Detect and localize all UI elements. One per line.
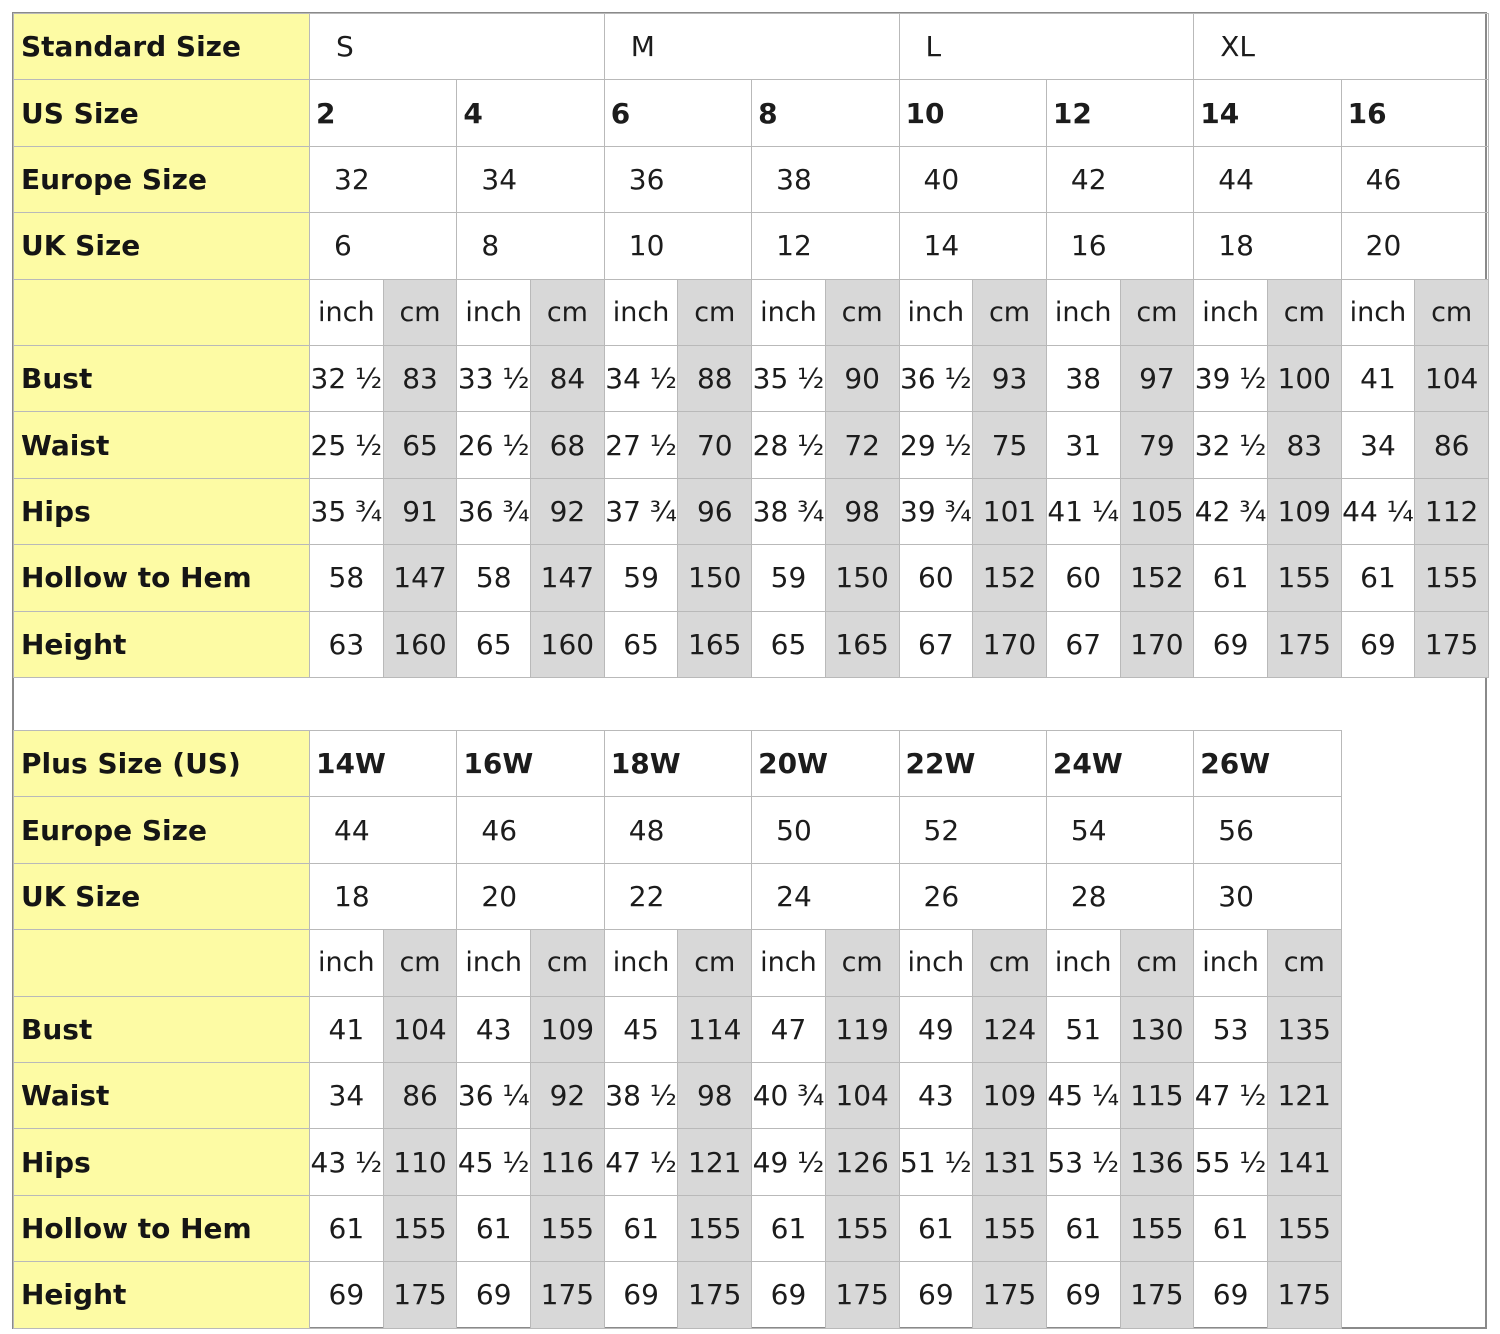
inch-value-cell: 37 ¾ bbox=[604, 478, 678, 544]
inch-value-cell: 41 bbox=[1341, 345, 1415, 411]
inch-value-cell: 51 ½ bbox=[899, 1129, 973, 1195]
inch-value-cell: 61 bbox=[310, 1195, 384, 1261]
inch-value-cell: 38 ¾ bbox=[752, 478, 826, 544]
cm-value-cell: 150 bbox=[825, 545, 899, 611]
inch-value-cell: 47 ½ bbox=[604, 1129, 678, 1195]
us-size-row-cell: 12 bbox=[1046, 80, 1193, 146]
inch-value-cell: 45 ½ bbox=[457, 1129, 531, 1195]
cm-value-cell: 114 bbox=[678, 996, 752, 1062]
plus-size-row-cell: 24W bbox=[1046, 731, 1193, 797]
unit-cm-cell: cm bbox=[1267, 930, 1341, 996]
inch-value-cell: 60 bbox=[899, 545, 973, 611]
cm-value-cell: 83 bbox=[383, 345, 457, 411]
cm-value-cell: 126 bbox=[825, 1129, 899, 1195]
cm-value-cell: 155 bbox=[1267, 545, 1341, 611]
inch-value-cell: 45 bbox=[604, 996, 678, 1062]
inch-value-cell: 67 bbox=[899, 611, 973, 677]
unit-header-row bbox=[14, 930, 1342, 996]
cm-value-cell: 131 bbox=[973, 1129, 1047, 1195]
inch-value-cell: 69 bbox=[1194, 1262, 1268, 1328]
inch-value-cell: 32 ½ bbox=[1194, 412, 1268, 478]
plus-size-row bbox=[14, 731, 1342, 797]
uk-size-row bbox=[14, 213, 1489, 279]
inch-value-cell: 61 bbox=[457, 1195, 531, 1261]
cm-value-cell: 175 bbox=[678, 1262, 752, 1328]
unit-cm-cell: cm bbox=[825, 279, 899, 345]
unit-header-label bbox=[14, 930, 310, 996]
inch-value-cell: 61 bbox=[604, 1195, 678, 1261]
inch-value-cell: 67 bbox=[1046, 611, 1120, 677]
plus-uk-size-row-cell: 24 bbox=[752, 863, 899, 929]
plus-size-table bbox=[13, 730, 1342, 1329]
cm-value-cell: 88 bbox=[678, 345, 752, 411]
unit-inch-cell: inch bbox=[752, 930, 826, 996]
inch-value-cell: 40 ¾ bbox=[752, 1062, 826, 1128]
inch-value-cell: 38 ½ bbox=[604, 1062, 678, 1128]
us-size-row-cell: 4 bbox=[457, 80, 604, 146]
cm-value-cell: 152 bbox=[1120, 545, 1194, 611]
plus-europe-size-row-cell: 46 bbox=[457, 797, 604, 863]
inch-value-cell: 65 bbox=[752, 611, 826, 677]
cm-value-cell: 119 bbox=[825, 996, 899, 1062]
cm-value-cell: 109 bbox=[531, 996, 605, 1062]
unit-inch-cell: inch bbox=[457, 279, 531, 345]
inch-value-cell: 33 ½ bbox=[457, 345, 531, 411]
inch-value-cell: 69 bbox=[1194, 611, 1268, 677]
cm-value-cell: 175 bbox=[1267, 611, 1341, 677]
inch-value-cell: 27 ½ bbox=[604, 412, 678, 478]
unit-inch-cell: inch bbox=[457, 930, 531, 996]
cm-value-cell: 147 bbox=[383, 545, 457, 611]
cm-value-cell: 135 bbox=[1267, 996, 1341, 1062]
cm-value-cell: 116 bbox=[531, 1129, 605, 1195]
unit-cm-cell: cm bbox=[531, 930, 605, 996]
cm-value-cell: 105 bbox=[1120, 478, 1194, 544]
plus-size-row-cell: 26W bbox=[1194, 731, 1341, 797]
measurement-label-hollow-to-hem: Hollow to Hem bbox=[14, 1195, 310, 1261]
unit-cm-cell: cm bbox=[678, 279, 752, 345]
measurement-row-waist bbox=[14, 1062, 1342, 1128]
cm-value-cell: 68 bbox=[531, 412, 605, 478]
unit-inch-cell: inch bbox=[310, 930, 384, 996]
cm-value-cell: 110 bbox=[383, 1129, 457, 1195]
plus-size-row-cell: 14W bbox=[310, 731, 457, 797]
cm-value-cell: 160 bbox=[383, 611, 457, 677]
inch-value-cell: 31 bbox=[1046, 412, 1120, 478]
cm-value-cell: 175 bbox=[383, 1262, 457, 1328]
plus-europe-size-row-cell: 56 bbox=[1194, 797, 1341, 863]
inch-value-cell: 53 bbox=[1194, 996, 1268, 1062]
inch-value-cell: 43 ½ bbox=[310, 1129, 384, 1195]
unit-cm-cell: cm bbox=[383, 279, 457, 345]
cm-value-cell: 170 bbox=[973, 611, 1047, 677]
cm-value-cell: 90 bbox=[825, 345, 899, 411]
plus-europe-size-row-cell: 50 bbox=[752, 797, 899, 863]
standard-size-group-xl: XL bbox=[1194, 14, 1489, 80]
inch-value-cell: 65 bbox=[457, 611, 531, 677]
unit-inch-cell: inch bbox=[752, 279, 826, 345]
inch-value-cell: 51 bbox=[1046, 996, 1120, 1062]
unit-inch-cell: inch bbox=[1046, 930, 1120, 996]
europe-size-row-cell: 46 bbox=[1341, 146, 1488, 212]
measurement-label-waist: Waist bbox=[14, 1062, 310, 1128]
measurement-label-hips: Hips bbox=[14, 1129, 310, 1195]
unit-inch-cell: inch bbox=[1046, 279, 1120, 345]
us-size-row-cell: 2 bbox=[310, 80, 457, 146]
uk-size-row-cell: 6 bbox=[310, 213, 457, 279]
europe-size-row-cell: 34 bbox=[457, 146, 604, 212]
cm-value-cell: 112 bbox=[1415, 478, 1489, 544]
cm-value-cell: 100 bbox=[1267, 345, 1341, 411]
inch-value-cell: 61 bbox=[1194, 545, 1268, 611]
standard-size-group-s: S bbox=[310, 14, 605, 80]
cm-value-cell: 170 bbox=[1120, 611, 1194, 677]
uk-size-row-cell: 14 bbox=[899, 213, 1046, 279]
europe-size-row-label: Europe Size bbox=[14, 146, 310, 212]
measurement-row-hollow-to-hem bbox=[14, 545, 1489, 611]
cm-value-cell: 165 bbox=[825, 611, 899, 677]
unit-cm-cell: cm bbox=[1120, 930, 1194, 996]
measurement-row-bust bbox=[14, 345, 1489, 411]
cm-value-cell: 121 bbox=[1267, 1062, 1341, 1128]
plus-uk-size-row-cell: 26 bbox=[899, 863, 1046, 929]
inch-value-cell: 39 ¾ bbox=[899, 478, 973, 544]
unit-inch-cell: inch bbox=[604, 930, 678, 996]
inch-value-cell: 69 bbox=[752, 1262, 826, 1328]
unit-inch-cell: inch bbox=[310, 279, 384, 345]
europe-size-row-cell: 40 bbox=[899, 146, 1046, 212]
inch-value-cell: 69 bbox=[1046, 1262, 1120, 1328]
cm-value-cell: 141 bbox=[1267, 1129, 1341, 1195]
plus-uk-size-row-cell: 28 bbox=[1046, 863, 1193, 929]
unit-cm-cell: cm bbox=[973, 930, 1047, 996]
cm-value-cell: 79 bbox=[1120, 412, 1194, 478]
cm-value-cell: 155 bbox=[973, 1195, 1047, 1261]
cm-value-cell: 124 bbox=[973, 996, 1047, 1062]
unit-cm-cell: cm bbox=[1120, 279, 1194, 345]
cm-value-cell: 136 bbox=[1120, 1129, 1194, 1195]
inch-value-cell: 61 bbox=[752, 1195, 826, 1261]
plus-europe-size-row-cell: 44 bbox=[310, 797, 457, 863]
measurement-row-bust bbox=[14, 996, 1342, 1062]
cm-value-cell: 104 bbox=[383, 996, 457, 1062]
plus-europe-size-row-label: Europe Size bbox=[14, 797, 310, 863]
cm-value-cell: 98 bbox=[825, 478, 899, 544]
cm-value-cell: 175 bbox=[825, 1262, 899, 1328]
cm-value-cell: 165 bbox=[678, 611, 752, 677]
inch-value-cell: 69 bbox=[1341, 611, 1415, 677]
unit-header-row bbox=[14, 279, 1489, 345]
inch-value-cell: 59 bbox=[752, 545, 826, 611]
measurement-row-height bbox=[14, 1262, 1342, 1328]
inch-value-cell: 61 bbox=[1046, 1195, 1120, 1261]
inch-value-cell: 47 bbox=[752, 996, 826, 1062]
inch-value-cell: 58 bbox=[457, 545, 531, 611]
unit-inch-cell: inch bbox=[1194, 279, 1268, 345]
measurement-label-bust: Bust bbox=[14, 996, 310, 1062]
cm-value-cell: 72 bbox=[825, 412, 899, 478]
unit-inch-cell: inch bbox=[1341, 279, 1415, 345]
cm-value-cell: 93 bbox=[973, 345, 1047, 411]
measurement-label-height: Height bbox=[14, 611, 310, 677]
cm-value-cell: 115 bbox=[1120, 1062, 1194, 1128]
cm-value-cell: 130 bbox=[1120, 996, 1194, 1062]
plus-europe-size-row-cell: 54 bbox=[1046, 797, 1193, 863]
uk-size-row-cell: 20 bbox=[1341, 213, 1488, 279]
cm-value-cell: 86 bbox=[1415, 412, 1489, 478]
uk-size-row-cell: 8 bbox=[457, 213, 604, 279]
us-size-row-cell: 8 bbox=[752, 80, 899, 146]
inch-value-cell: 49 bbox=[899, 996, 973, 1062]
plus-uk-size-row-cell: 30 bbox=[1194, 863, 1341, 929]
inch-value-cell: 36 ¾ bbox=[457, 478, 531, 544]
unit-cm-cell: cm bbox=[973, 279, 1047, 345]
inch-value-cell: 41 bbox=[310, 996, 384, 1062]
unit-inch-cell: inch bbox=[604, 279, 678, 345]
uk-size-row-label: UK Size bbox=[14, 213, 310, 279]
inch-value-cell: 35 ½ bbox=[752, 345, 826, 411]
unit-header-label bbox=[14, 279, 310, 345]
cm-value-cell: 65 bbox=[383, 412, 457, 478]
us-size-row-label: US Size bbox=[14, 80, 310, 146]
measurement-row-waist bbox=[14, 412, 1489, 478]
cm-value-cell: 155 bbox=[825, 1195, 899, 1261]
cm-value-cell: 175 bbox=[1415, 611, 1489, 677]
inch-value-cell: 34 ½ bbox=[604, 345, 678, 411]
inch-value-cell: 45 ¼ bbox=[1046, 1062, 1120, 1128]
europe-size-row-cell: 42 bbox=[1046, 146, 1193, 212]
inch-value-cell: 28 ½ bbox=[752, 412, 826, 478]
measurement-row-hips bbox=[14, 1129, 1342, 1195]
cm-value-cell: 104 bbox=[825, 1062, 899, 1128]
standard-size-table bbox=[13, 13, 1489, 678]
europe-size-row bbox=[14, 146, 1489, 212]
cm-value-cell: 96 bbox=[678, 478, 752, 544]
cm-value-cell: 155 bbox=[1415, 545, 1489, 611]
standard-size-label: Standard Size bbox=[14, 14, 310, 80]
uk-size-row-cell: 16 bbox=[1046, 213, 1193, 279]
inch-value-cell: 39 ½ bbox=[1194, 345, 1268, 411]
cm-value-cell: 101 bbox=[973, 478, 1047, 544]
inch-value-cell: 69 bbox=[604, 1262, 678, 1328]
measurement-label-hips: Hips bbox=[14, 478, 310, 544]
measurement-label-waist: Waist bbox=[14, 412, 310, 478]
cm-value-cell: 155 bbox=[531, 1195, 605, 1261]
measurement-row-hips bbox=[14, 478, 1489, 544]
cm-value-cell: 109 bbox=[1267, 478, 1341, 544]
inch-value-cell: 60 bbox=[1046, 545, 1120, 611]
plus-europe-size-row-cell: 52 bbox=[899, 797, 1046, 863]
standard-size-row bbox=[14, 14, 1489, 80]
cm-value-cell: 92 bbox=[531, 478, 605, 544]
plus-uk-size-row-cell: 22 bbox=[604, 863, 751, 929]
europe-size-row-cell: 38 bbox=[752, 146, 899, 212]
us-size-row-cell: 16 bbox=[1341, 80, 1488, 146]
inch-value-cell: 32 ½ bbox=[310, 345, 384, 411]
inch-value-cell: 59 bbox=[604, 545, 678, 611]
inch-value-cell: 61 bbox=[1194, 1195, 1268, 1261]
europe-size-row-cell: 44 bbox=[1194, 146, 1341, 212]
unit-cm-cell: cm bbox=[825, 930, 899, 996]
uk-size-row-cell: 10 bbox=[604, 213, 751, 279]
inch-value-cell: 34 bbox=[310, 1062, 384, 1128]
cm-value-cell: 121 bbox=[678, 1129, 752, 1195]
europe-size-row-cell: 36 bbox=[604, 146, 751, 212]
standard-size-group-l: L bbox=[899, 14, 1194, 80]
plus-uk-size-row-cell: 18 bbox=[310, 863, 457, 929]
inch-value-cell: 69 bbox=[457, 1262, 531, 1328]
inch-value-cell: 61 bbox=[1341, 545, 1415, 611]
cm-value-cell: 75 bbox=[973, 412, 1047, 478]
inch-value-cell: 25 ½ bbox=[310, 412, 384, 478]
cm-value-cell: 83 bbox=[1267, 412, 1341, 478]
inch-value-cell: 49 ½ bbox=[752, 1129, 826, 1195]
cm-value-cell: 84 bbox=[531, 345, 605, 411]
plus-uk-size-row bbox=[14, 863, 1342, 929]
cm-value-cell: 155 bbox=[1120, 1195, 1194, 1261]
measurement-row-height bbox=[14, 611, 1489, 677]
inch-value-cell: 65 bbox=[604, 611, 678, 677]
inch-value-cell: 35 ¾ bbox=[310, 478, 384, 544]
cm-value-cell: 109 bbox=[973, 1062, 1047, 1128]
plus-europe-size-row-cell: 48 bbox=[604, 797, 751, 863]
measurement-label-height: Height bbox=[14, 1262, 310, 1328]
inch-value-cell: 69 bbox=[310, 1262, 384, 1328]
plus-uk-size-row-label: UK Size bbox=[14, 863, 310, 929]
unit-cm-cell: cm bbox=[531, 279, 605, 345]
inch-value-cell: 69 bbox=[899, 1262, 973, 1328]
unit-inch-cell: inch bbox=[899, 930, 973, 996]
us-size-row-cell: 10 bbox=[899, 80, 1046, 146]
cm-value-cell: 155 bbox=[383, 1195, 457, 1261]
plus-europe-size-row bbox=[14, 797, 1342, 863]
inch-value-cell: 63 bbox=[310, 611, 384, 677]
measurement-row-hollow-to-hem bbox=[14, 1195, 1342, 1261]
unit-cm-cell: cm bbox=[1415, 279, 1489, 345]
unit-inch-cell: inch bbox=[899, 279, 973, 345]
unit-cm-cell: cm bbox=[383, 930, 457, 996]
plus-size-row-cell: 16W bbox=[457, 731, 604, 797]
unit-cm-cell: cm bbox=[1267, 279, 1341, 345]
inch-value-cell: 53 ½ bbox=[1046, 1129, 1120, 1195]
inch-value-cell: 55 ½ bbox=[1194, 1129, 1268, 1195]
inch-value-cell: 43 bbox=[899, 1062, 973, 1128]
unit-cm-cell: cm bbox=[678, 930, 752, 996]
measurement-label-hollow-to-hem: Hollow to Hem bbox=[14, 545, 310, 611]
cm-value-cell: 70 bbox=[678, 412, 752, 478]
inch-value-cell: 36 ¼ bbox=[457, 1062, 531, 1128]
plus-size-row-cell: 22W bbox=[899, 731, 1046, 797]
uk-size-row-cell: 12 bbox=[752, 213, 899, 279]
inch-value-cell: 44 ¼ bbox=[1341, 478, 1415, 544]
cm-value-cell: 175 bbox=[1267, 1262, 1341, 1328]
inch-value-cell: 47 ½ bbox=[1194, 1062, 1268, 1128]
cm-value-cell: 97 bbox=[1120, 345, 1194, 411]
cm-value-cell: 150 bbox=[678, 545, 752, 611]
cm-value-cell: 147 bbox=[531, 545, 605, 611]
unit-inch-cell: inch bbox=[1194, 930, 1268, 996]
cm-value-cell: 160 bbox=[531, 611, 605, 677]
cm-value-cell: 91 bbox=[383, 478, 457, 544]
inch-value-cell: 61 bbox=[899, 1195, 973, 1261]
plus-size-row-label: Plus Size (US) bbox=[14, 731, 310, 797]
plus-uk-size-row-cell: 20 bbox=[457, 863, 604, 929]
inch-value-cell: 34 bbox=[1341, 412, 1415, 478]
cm-value-cell: 155 bbox=[678, 1195, 752, 1261]
standard-size-group-m: M bbox=[604, 14, 899, 80]
inch-value-cell: 36 ½ bbox=[899, 345, 973, 411]
inch-value-cell: 43 bbox=[457, 996, 531, 1062]
cm-value-cell: 175 bbox=[1120, 1262, 1194, 1328]
cm-value-cell: 98 bbox=[678, 1062, 752, 1128]
inch-value-cell: 38 bbox=[1046, 345, 1120, 411]
cm-value-cell: 175 bbox=[973, 1262, 1047, 1328]
us-size-row-cell: 6 bbox=[604, 80, 751, 146]
cm-value-cell: 92 bbox=[531, 1062, 605, 1128]
measurement-label-bust: Bust bbox=[14, 345, 310, 411]
europe-size-row-cell: 32 bbox=[310, 146, 457, 212]
inch-value-cell: 26 ½ bbox=[457, 412, 531, 478]
inch-value-cell: 42 ¾ bbox=[1194, 478, 1268, 544]
cm-value-cell: 175 bbox=[531, 1262, 605, 1328]
inch-value-cell: 29 ½ bbox=[899, 412, 973, 478]
cm-value-cell: 152 bbox=[973, 545, 1047, 611]
cm-value-cell: 155 bbox=[1267, 1195, 1341, 1261]
us-size-row-cell: 14 bbox=[1194, 80, 1341, 146]
uk-size-row-cell: 18 bbox=[1194, 213, 1341, 279]
cm-value-cell: 104 bbox=[1415, 345, 1489, 411]
inch-value-cell: 41 ¼ bbox=[1046, 478, 1120, 544]
us-size-row bbox=[14, 80, 1489, 146]
plus-size-row-cell: 18W bbox=[604, 731, 751, 797]
cm-value-cell: 86 bbox=[383, 1062, 457, 1128]
plus-size-row-cell: 20W bbox=[752, 731, 899, 797]
inch-value-cell: 58 bbox=[310, 545, 384, 611]
